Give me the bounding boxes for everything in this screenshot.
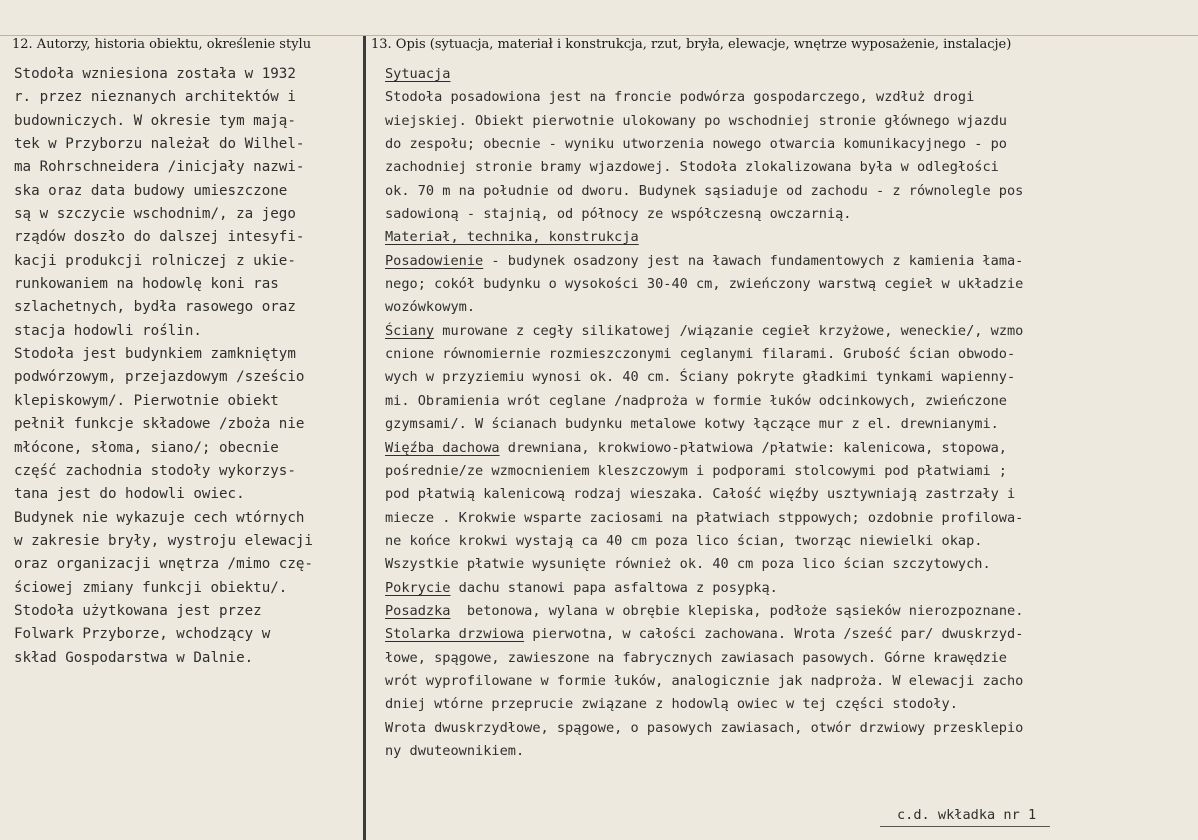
history-line: w zakresie bryły, wystroju elewacji (14, 532, 313, 549)
description-text: drewniana, krokwiowo-płatwiowa /płatwie: kalenicowa, stopowa, (499, 439, 1007, 456)
description-text: pierwotna, w całości zachowana. Wrota /sześć par/ dwuskrzyd- (524, 626, 1024, 643)
description-text: - budynek osadzony jest na ławach fundamentowych z kamienia łama- (483, 252, 1024, 269)
description-column (385, 63, 1195, 763)
history-line: ściowej zmiany funkcji obiektu/. (14, 579, 288, 596)
description-text: pod płatwią kalenicową rodzaj wieszaka. Całość więźby usztywniają zastrzały i (385, 486, 1016, 503)
description-text: wrót wyprofilowane w formie łuków, analogicznie jak nadproża. W elewacji zacho (385, 672, 1024, 689)
description-line (385, 413, 1195, 436)
description-text: dachu stanowi papa asfaltowa z posypką. (450, 579, 778, 596)
history-column (14, 63, 359, 670)
description-text: Stodoła posadowiona jest na froncie podwórza gospodarczego, wzdłuż drogi (385, 89, 975, 106)
description-line (385, 180, 1195, 203)
description-text: do zespołu; obecnie - wyniku utworzenia nowego otwarcia komunikacyjnego - po (385, 136, 1007, 153)
history-line: tana jest do hodowli owiec. (14, 486, 245, 503)
history-line: ska oraz data budowy umieszczone (14, 182, 288, 199)
section-heading: Ściany (385, 322, 435, 339)
description-text: ne końce krokwi wystają ca 40 cm poza lico ścian, tworząc niewielki okap. (385, 532, 983, 549)
description-line (385, 110, 1195, 133)
description-line (385, 343, 1195, 366)
section-heading: Posadowienie (385, 252, 484, 269)
section-heading: Sytuacja (385, 66, 451, 82)
description-line (385, 553, 1195, 576)
history-line: część zachodnia stodoły wykorzys- (14, 462, 296, 479)
history-line: pełnił funkcje składowe /zboża nie (14, 416, 305, 433)
section-heading: Stolarka drzwiowa (385, 626, 525, 643)
history-line: podwórzowym, przejazdowym /sześcio (14, 369, 305, 386)
section-heading: Posadzka (385, 602, 451, 619)
description-line (385, 366, 1195, 389)
section-12-header: 12. Autorzy, historia obiektu, określenie stylu (12, 37, 312, 52)
description-line (385, 717, 1195, 740)
description-line (385, 203, 1195, 226)
history-line: Stodoła użytkowana jest przez (14, 602, 262, 619)
description-text: Wszystkie płatwie wysunięte również ok. 40 cm poza lico ścian szczytowych. (385, 556, 991, 573)
history-line: ma Rohrschneidera /inicjały nazwi- (14, 159, 305, 176)
continuation-note: c.d. wkładka nr 1 (897, 807, 1037, 823)
description-text: wych w przyziemiu wynosi ok. 40 cm. Ściany pokryte gładkimi tynkami wapienny- (385, 369, 1016, 386)
section-heading: Pokrycie (385, 579, 451, 596)
description-line (385, 600, 1195, 623)
section-13-header: 13. Opis (sytuacja, materiał i konstrukcja, rzut, bryła, elewacje, wnętrze wyposażenie, instalacje) (371, 37, 1012, 52)
history-line: oraz organizacji wnętrza /mimo czę- (14, 556, 313, 573)
history-line: budowniczych. W okresie tym mają- (14, 112, 296, 129)
description-line (385, 320, 1195, 343)
description-line (385, 507, 1195, 530)
description-line (385, 623, 1195, 646)
description-text: Wrota dwuskrzydłowe, spągowe, o pasowych zawiasach, otwór drzwiowy przesklepio (385, 719, 1024, 736)
description-text: ny dwuteownikiem. (385, 742, 525, 759)
description-line (385, 273, 1195, 296)
history-line: tek w Przyborzu należał do Wilhel- (14, 136, 305, 153)
history-line: szlachetnych, bydła rasowego oraz (14, 299, 296, 316)
section-heading: Więźba dachowa (385, 439, 500, 456)
description-text: ok. 70 m na południe od dworu. Budynek sąsiaduje od zachodu - z równolegle pos (385, 182, 1024, 199)
history-line: stacja hodowli roślin. (14, 322, 202, 339)
description-line (385, 460, 1195, 483)
description-text: nego; cokół budynku o wysokości 30-40 cm, zwieńczony warstwą cegieł w układzie (385, 276, 1024, 293)
description-text: miecze . Krokwie wsparte zaciosami na płatwiach stppowych; ozdobnie profilowa- (385, 509, 1024, 526)
continuation-rule (880, 826, 1050, 827)
description-text: gzymsami/. W ścianach budynku metalowe kotwy łączące mur z el. drewnianymi. (385, 416, 999, 433)
description-line (385, 693, 1195, 716)
description-line (385, 250, 1195, 273)
description-line (385, 226, 1195, 249)
history-line: Stodoła wzniesiona została w 1932 (14, 66, 296, 82)
description-text: pośrednie/ze wzmocnieniem kleszczowym i podporami stolcowymi pod płatwiami ; (385, 462, 1007, 479)
history-line: skład Gospodarstwa w Dalnie. (14, 649, 254, 666)
history-line: runkowaniem na hodowlę koni ras (14, 276, 279, 293)
description-text: łowe, spągowe, zawieszone na fabrycznych zawiasach pasowych. Górne krawędzie (385, 649, 1007, 666)
history-line: Stodoła jest budynkiem zamkniętym (14, 346, 296, 363)
description-text: wozówkowym. (385, 299, 476, 316)
description-text: mi. Obramienia wrót ceglane /nadproża w formie łuków odcinkowych, zwieńczone (385, 392, 1007, 409)
history-line: kacji produkcji rolniczej z ukie- (14, 252, 296, 269)
section-heading: Materiał, technika, konstrukcja (385, 229, 639, 246)
description-text: cnione równomiernie rozmieszczonymi ceglanymi filarami. Grubość ścian obwodo- (385, 346, 1016, 363)
description-text: wiejskiej. Obiekt pierwotnie ulokowany po wschodniej stronie głównego wjazdu (385, 112, 1007, 129)
description-line (385, 390, 1195, 413)
description-line (385, 577, 1195, 600)
history-line: Budynek nie wykazuje cech wtórnych (14, 509, 305, 526)
description-line (385, 483, 1195, 506)
history-line: młócone, słoma, siano/; obecnie (14, 439, 279, 456)
description-line (385, 86, 1195, 109)
column-divider (363, 36, 366, 840)
description-text: murowane z cegły silikatowej /wiązanie cegieł krzyżowe, weneckie/, wzmo (434, 322, 1024, 339)
description-line (385, 647, 1195, 670)
history-line: rządów doszło do dalszej intesyfi- (14, 229, 305, 246)
description-line (385, 740, 1195, 763)
description-line (385, 437, 1195, 460)
history-line: r. przez nieznanych architektów i (14, 89, 296, 106)
history-line: klepiskowym/. Pierwotnie obiekt (14, 392, 279, 409)
description-text: dniej wtórne przeprucie związane z hodowlą owiec w tej części stodoły. (385, 696, 958, 713)
description-text: zachodniej stronie bramy wjazdowej. Stodoła zlokalizowana była w odległości (385, 159, 999, 176)
description-text: sadowioną - stajnią, od północy ze współczesną owczarnią. (385, 206, 852, 223)
description-line (385, 670, 1195, 693)
description-line (385, 530, 1195, 553)
description-line (385, 63, 1195, 86)
history-line: są w szczycie wschodnim/, za jego (14, 206, 296, 223)
description-line (385, 133, 1195, 156)
header-rule (0, 35, 1198, 36)
description-line (385, 296, 1195, 319)
description-text: betonowa, wylana w obrębie klepiska, podłoże sąsieków nierozpoznane. (450, 602, 1024, 619)
description-line (385, 156, 1195, 179)
history-line: Folwark Przyborze, wchodzący w (14, 626, 271, 643)
